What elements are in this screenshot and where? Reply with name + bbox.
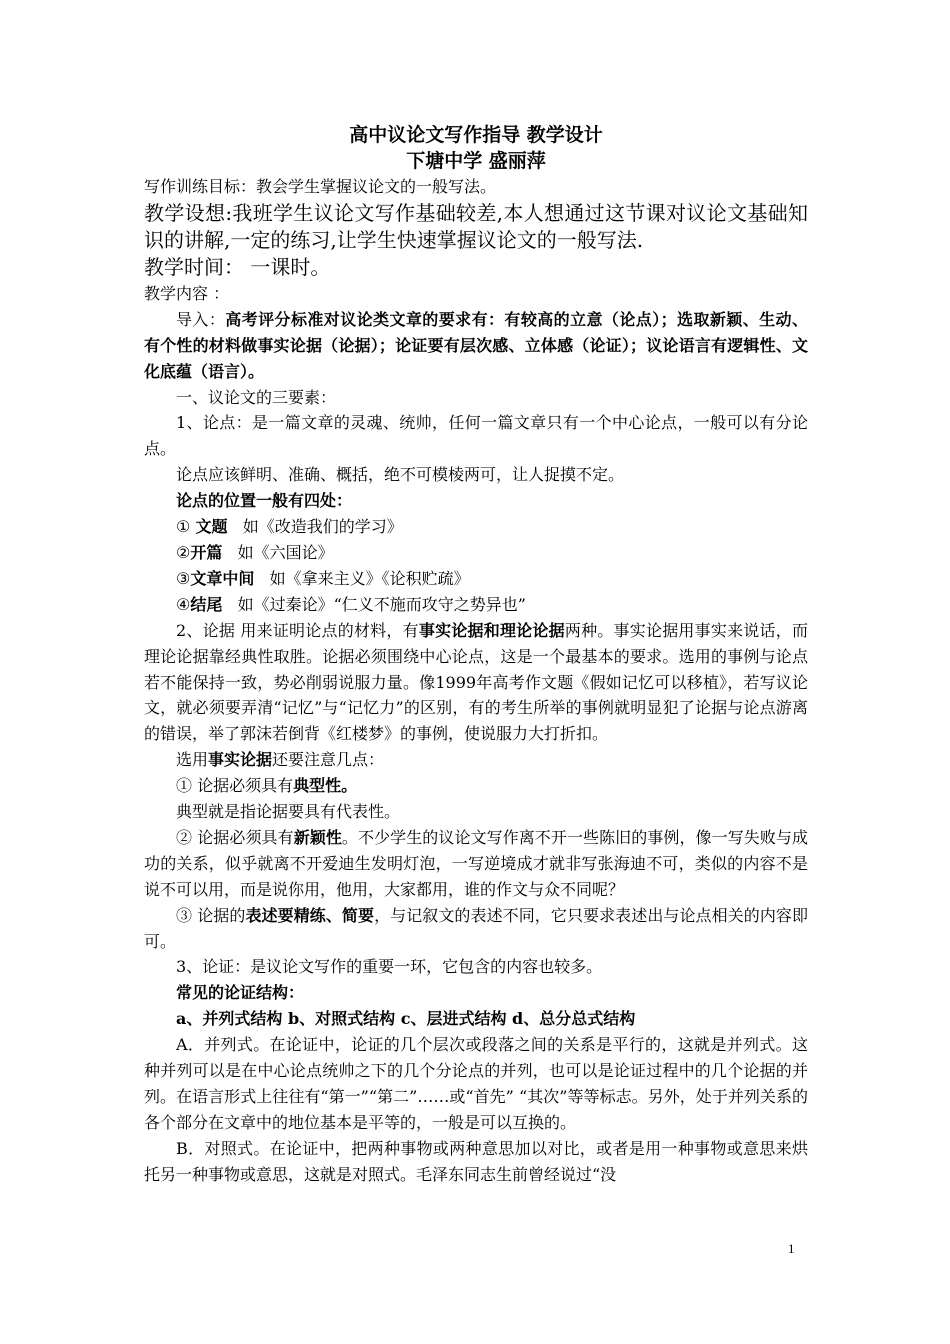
section-heading: 一、议论文的三要素：: [176, 387, 337, 407]
item-text: 如《改造我们的学习》: [242, 517, 403, 537]
teaching-idea: 教学设想:我班学生议论文写作基础较差,本人想通过这节课对议论文基础知识的讲解,一定的练习,让学生快速掌握议论文的一般写法.: [144, 200, 808, 252]
text-run: 还要注意几点：: [272, 750, 385, 770]
paragraph-thesis: 1、论点：是一篇文章的灵魂、统帅，任何一篇文章只有一个中心论点，一般可以有分论点。: [144, 413, 808, 459]
text-run: 2、论据 用来证明论点的材料，有: [176, 620, 419, 640]
note-typical: [144, 773, 808, 799]
page-number: 1: [788, 1241, 795, 1256]
item-number: ③: [176, 568, 191, 588]
item-text: 如《过秦论》“仁义不施而攻守之势异也”: [237, 594, 526, 614]
item-label: 结尾: [190, 594, 223, 614]
position-item: [144, 514, 808, 540]
thesis-position-title: 论点的位置一般有四处：: [176, 491, 353, 511]
objective: 写作训练目标：教会学生掌握议论文的一般写法。: [144, 177, 497, 196]
document-title: 高中议论文写作指导 教学设计: [349, 124, 603, 146]
paragraph-evidence-notes: [144, 747, 808, 773]
item-number: ④: [176, 594, 191, 614]
intro-bold-text: 高考评分标准对议论类文章的要求有：有较高的立意（论点）；选取新颖、生动、有个性的材料做事实论据（论据）；论证要有层次感、立体感（论证）；议论语言有逻辑性、文化底蕴（语言）。: [144, 309, 808, 381]
paragraph-thesis-requirement: 论点应该鲜明、准确、概括，绝不可模棱两可，让人捉摸不定。: [176, 465, 625, 485]
bold-run: 事实论据: [208, 750, 273, 770]
note-typical-explain: 典型就是指论据要具有代表性。: [176, 802, 401, 822]
text-run: 。不少学生的议论文写作离不开一些陈旧的事例，像一写失败与成功的关系，似乎就离不开爱迪生发明灯泡，一写逆境成才就非写张海迪不可，类似的内容不是说不可以用，而是说你用，他用，大家都用，谁的作文与众不同呢？: [144, 827, 808, 899]
item-text: 如《六国论》: [237, 542, 334, 562]
paragraph-argument: 3、论证：是议论文写作的重要一环，它包含的内容也较多。: [176, 957, 603, 977]
item-number: ②: [176, 542, 191, 562]
intro-prefix: 导入：: [176, 309, 226, 329]
note-novel: [144, 825, 808, 903]
note-concise: [144, 903, 808, 955]
content-label: 教学内容 ：: [144, 283, 230, 303]
author-line: 下塘中学 盛丽萍: [406, 150, 546, 172]
position-item: [144, 592, 808, 618]
paragraph-parallel: A．并列式。在论证中，论证的几个层次或段落之间的关系是平行的，这就是并列式。这种并列可以是在中心论点统帅之下的几个分论点的并列，也可以是论证过程中的几个论据的并列。在语言形式上往往有“第一”“第二”……或“首先” “其次”等等标志。另外，处于并列关系的各个部分在文章中的地位基本是平等的，一般是可以互换的。: [144, 1035, 808, 1132]
structure-title: 常见的论证结构：: [176, 983, 305, 1003]
intro-paragraph: [144, 307, 808, 385]
bold-run: 新颖性: [293, 827, 342, 847]
text-run: ③ 论据的: [176, 905, 246, 925]
document-page: [144, 122, 808, 1188]
item-text: 如《拿来主义》《论积贮疏》: [269, 568, 470, 588]
structure-list: a、并列式结构 b、对照式结构 c、层进式结构 d、总分总式结构: [176, 1009, 636, 1029]
bold-run: 典型性。: [293, 776, 358, 796]
bold-run: 事实论据和理论论据: [418, 620, 565, 640]
item-number: ①: [176, 517, 191, 537]
paragraph-contrast: B．对照式。在论证中，把两种事物或两种意思加以对比，或者是用一种事物或意思来烘托另一种事物或意思，这就是对照式。毛泽东同志生前曾经说过“没: [144, 1138, 808, 1184]
text-run: ② 论据必须具有: [176, 827, 294, 847]
text-run: ① 论据必须具有: [176, 776, 294, 796]
text-run: ，与记叙文的表述不同，它只要求表述出与论点相关的内容即可。: [144, 905, 808, 951]
bold-run: 表述要精练、简要: [245, 905, 375, 925]
text-run: 两种。事实论据用事实来说话，而理论论据靠经典性取胜。论据必须围绕中心论点，这是一个最基本的要求。选用的事例与论点若不能保持一致，势必削弱说服力量。像1999年高考作文题《假如记忆可以移植》，若写议论文，就必须要弄清“记忆”与“记忆力”的区别，有的考生所举的事例就明显犯了论据与论点游离的错误，举了郭沫若倒背《红楼梦》的事例，使说服力大打折扣。: [144, 620, 808, 744]
item-label: 开篇: [190, 542, 223, 562]
position-item: [144, 566, 808, 592]
paragraph-evidence: [144, 618, 808, 748]
text-run: 选用: [176, 750, 209, 770]
item-label: 文题: [195, 517, 228, 537]
position-item: [144, 540, 808, 566]
item-label: 文章中间: [190, 568, 255, 588]
teaching-time: 教学时间： 一课时。: [144, 254, 331, 279]
